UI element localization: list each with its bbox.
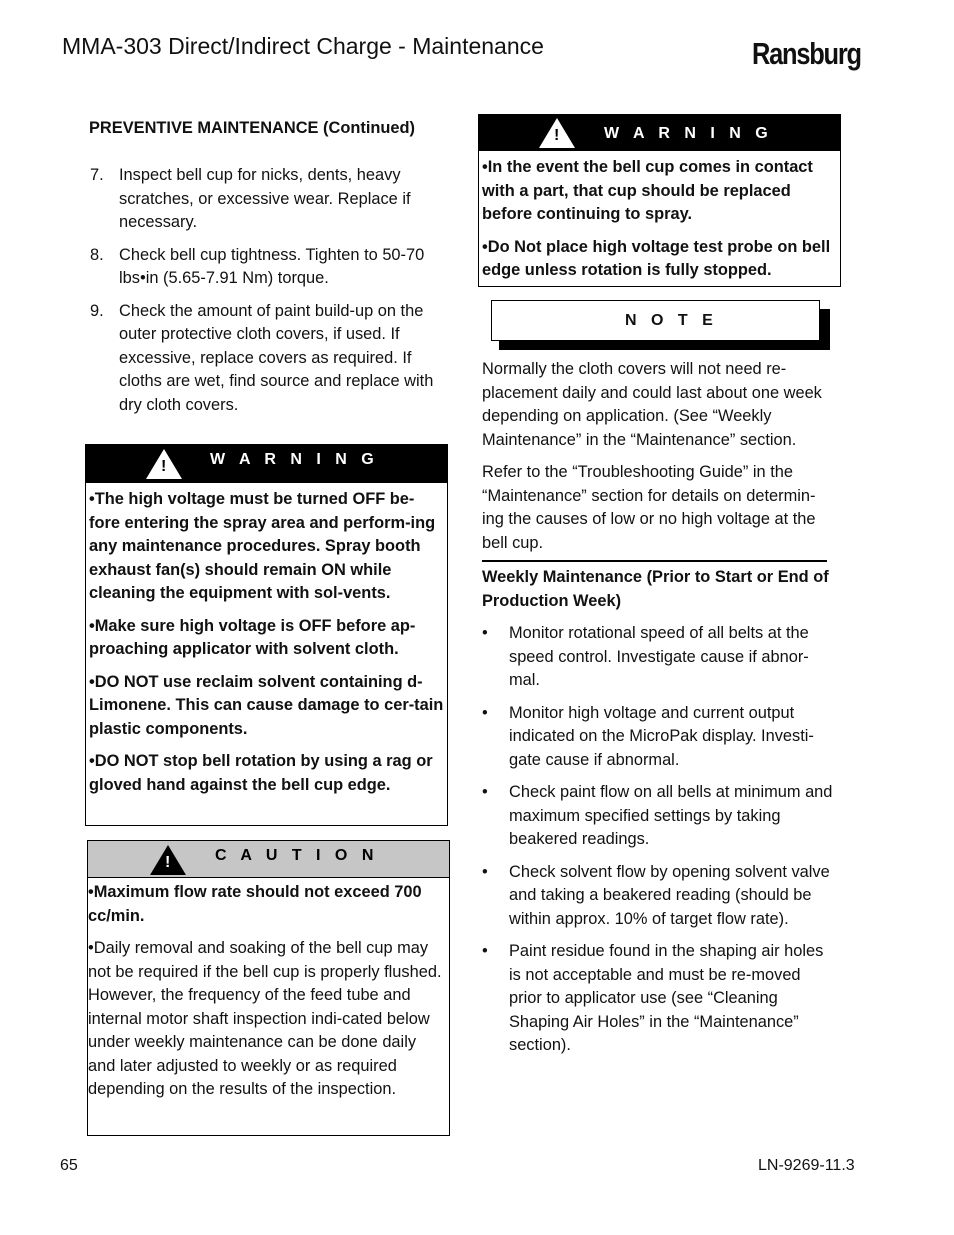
list-item <box>482 861 835 932</box>
list-item-text: Check solvent flow by opening solvent valve and taking a beakered reading (should be within approx. 10% of target flow rate). <box>509 862 830 928</box>
warning-item: •Do Not place high voltage test probe on bell edge unless rotation is fully stopped. <box>482 237 831 279</box>
warning-box <box>85 444 448 826</box>
warning-item: •In the event the bell cup comes in contact with a part, that cup should be replaced before continuing to spray. <box>482 158 813 223</box>
warning-item: •Make sure high voltage is OFF before ap-proaching applicator with solvent cloth. <box>89 616 416 658</box>
warning-box-right <box>478 114 841 287</box>
step-text: Check the amount of paint build-up on the outer protective cloth covers, if used. If excessive, replace covers as required. If cloths are wet, find source and replace with dry cloth covers. <box>119 301 434 414</box>
bullet: • <box>482 942 488 960</box>
list-item-text: Check paint flow on all bells at minimum and maximum specified settings by taking beakered readings. <box>509 783 833 848</box>
list-item-text: Monitor rotational speed of all belts at the speed control. Investigate cause if abnor-mal. <box>509 624 809 689</box>
step-item <box>90 300 440 418</box>
exclamation-icon: ! <box>554 127 560 144</box>
list-item <box>482 781 835 852</box>
note-text <box>482 358 837 555</box>
bullet: • <box>482 862 488 881</box>
warning-body <box>86 483 447 797</box>
list-item-text: Paint residue found in the shaping air holes is not acceptable and must be re-moved prior to applicator use (see “Cleaning Shaping Air Holes” in the “Maintenance” section). <box>509 942 824 1054</box>
weekly-list <box>482 622 835 1058</box>
page-title: MMA-303 Direct/Indirect Charge - Maintenance <box>62 33 544 59</box>
list-item <box>482 622 835 693</box>
steps-list <box>90 164 440 417</box>
step-number: 7. <box>90 166 104 184</box>
caution-label: C A U T I O N <box>215 847 379 864</box>
caution-box <box>87 840 450 1136</box>
exclamation-icon: ! <box>165 854 171 871</box>
warning-header <box>479 115 840 151</box>
list-item-text: Monitor high voltage and current output indicated on the MicroPak display. Investi-gate cause if abnormal. <box>509 703 814 769</box>
section-title: PREVENTIVE MAINTENANCE (Continued) <box>89 119 415 137</box>
warning-body <box>479 151 840 283</box>
list-item <box>482 702 835 773</box>
page-number: 65 <box>60 1157 78 1174</box>
bullet: • <box>482 783 488 801</box>
step-item <box>90 244 440 291</box>
caution-item-bold: •Maximum flow rate should not exceed 700 cc/min. <box>88 883 422 925</box>
note-label: N O T E <box>625 312 718 329</box>
divider-rule <box>482 560 827 562</box>
step-number: 8. <box>90 245 104 264</box>
step-text: Check bell cup tightness. Tighten to 50-70 lbs•in (5.65-7.91 Nm) torque. <box>119 245 425 287</box>
bullet: • <box>482 624 488 642</box>
step-number: 9. <box>90 301 104 320</box>
caution-item: •Daily removal and soaking of the bell cup may not be required if the bell cup is properly flushed. However, the frequency of the feed tube and internal motor shaft inspection indi-cated below under weekly maintenance can be done daily and later adjusted to weekly or as required depending on the results of the inspection. <box>88 939 442 1098</box>
caution-body <box>88 878 449 1102</box>
bullet: • <box>482 703 488 722</box>
warning-item: •The high voltage must be turned OFF be-fore entering the spray area and perform-ing any maintenance procedures. Spray booth exhaust fan(s) should remain ON while cleaning the equipment with sol-vents. <box>89 490 436 602</box>
weekly-title: Weekly Maintenance (Prior to Start or End of Production Week) <box>482 568 829 610</box>
warning-label: W A R N I N G <box>604 125 773 142</box>
warning-header <box>86 445 447 483</box>
note-paragraph: Refer to the “Troubleshooting Guide” in the “Maintenance” section for details on determin-ing the causes of low or no high voltage at the bell cup. <box>482 463 816 552</box>
caution-header <box>88 841 449 878</box>
warning-item: •DO NOT stop bell rotation by using a rag or gloved hand against the bell cup edge. <box>89 752 433 794</box>
warning-label: W A R N I N G <box>210 451 379 468</box>
step-text: Inspect bell cup for nicks, dents, heavy scratches, or excessive wear. Replace if necessary. <box>119 166 411 231</box>
note-header <box>491 300 820 341</box>
step-item <box>90 164 440 235</box>
list-item <box>482 940 835 1058</box>
warning-item: •DO NOT use reclaim solvent containing d-Limonene. This can cause damage to cer-tain plastic components. <box>89 672 444 738</box>
exclamation-icon: ! <box>161 458 167 475</box>
brand-logo: Ransburg <box>752 36 861 71</box>
note-paragraph: Normally the cloth covers will not need re-placement daily and could last about one week depending on application. (See “Weekly Maintenance” in the “Maintenance” section. <box>482 360 822 449</box>
doc-number: LN-9269-11.3 <box>758 1157 855 1174</box>
